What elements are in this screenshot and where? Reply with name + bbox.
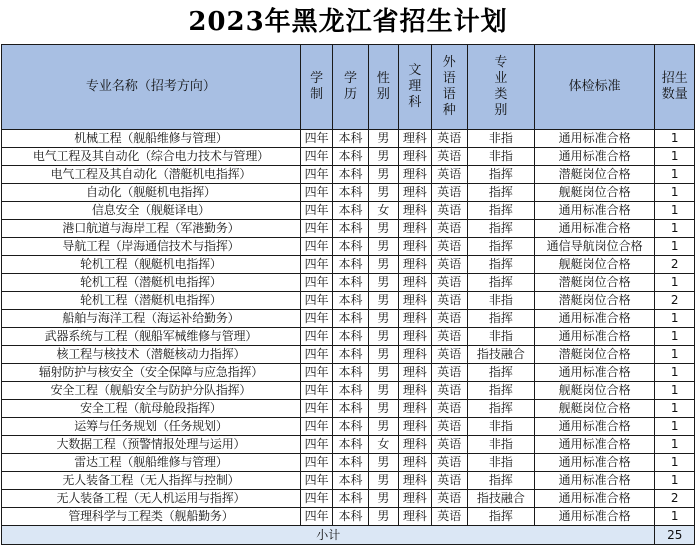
cell-duration: 四年 [300,472,332,490]
cell-gender: 男 [368,454,398,472]
table-row [2,364,695,382]
cell-gender: 男 [368,346,398,364]
cell-language: 英语 [431,220,467,238]
cell-track: 理科 [399,292,431,310]
cell-category: 非指 [468,418,535,436]
table-row [2,148,695,166]
cell-major: 核工程与核技术（潜艇核动力指挥） [2,346,301,364]
cell-category: 指挥 [468,166,535,184]
cell-major: 导航工程（岸海通信技术与指挥） [2,238,301,256]
cell-degree: 本科 [333,508,368,526]
table-row [2,472,695,490]
cell-duration: 四年 [300,400,332,418]
cell-degree: 本科 [333,148,368,166]
cell-degree: 本科 [333,400,368,418]
table-row [2,382,695,400]
cell-category: 指技融合 [468,490,535,508]
cell-category: 非指 [468,292,535,310]
cell-track: 理科 [399,364,431,382]
cell-gender: 男 [368,400,398,418]
cell-duration: 四年 [300,490,332,508]
table-row [2,256,695,274]
cell-major: 武器系统与工程（舰船军械维修与管理） [2,328,301,346]
cell-count: 1 [655,472,695,490]
cell-track: 理科 [399,454,431,472]
header-language: 外语语种 [431,45,467,130]
cell-count: 1 [655,328,695,346]
cell-major: 轮机工程（潜艇机电指挥） [2,292,301,310]
table-row [2,490,695,508]
cell-physical: 通用标准合格 [534,130,655,148]
cell-track: 理科 [399,346,431,364]
cell-degree: 本科 [333,274,368,292]
page-title: 2023年黑龙江省招生计划 [188,7,508,37]
table-row [2,436,695,454]
cell-major: 港口航道与海岸工程（军港勤务） [2,220,301,238]
cell-duration: 四年 [300,184,332,202]
cell-degree: 本科 [333,238,368,256]
cell-physical: 通用标准合格 [534,310,655,328]
cell-duration: 四年 [300,130,332,148]
cell-track: 理科 [399,472,431,490]
cell-gender: 男 [368,418,398,436]
cell-physical: 通用标准合格 [534,148,655,166]
cell-language: 英语 [431,508,467,526]
cell-physical: 通用标准合格 [534,490,655,508]
cell-language: 英语 [431,418,467,436]
cell-track: 理科 [399,328,431,346]
table-footer [2,526,695,545]
cell-language: 英语 [431,256,467,274]
cell-physical: 潜艇岗位合格 [534,274,655,292]
cell-track: 理科 [399,238,431,256]
cell-category: 指挥 [468,256,535,274]
table-row [2,220,695,238]
cell-physical: 通用标准合格 [534,508,655,526]
cell-duration: 四年 [300,220,332,238]
cell-degree: 本科 [333,328,368,346]
cell-count: 1 [655,148,695,166]
table-row [2,202,695,220]
header-track: 文理科 [399,45,431,130]
cell-physical: 通用标准合格 [534,364,655,382]
cell-duration: 四年 [300,148,332,166]
cell-language: 英语 [431,238,467,256]
cell-degree: 本科 [333,454,368,472]
cell-degree: 本科 [333,292,368,310]
cell-duration: 四年 [300,364,332,382]
table-row [2,130,695,148]
cell-duration: 四年 [300,346,332,364]
cell-degree: 本科 [333,130,368,148]
header-physical: 体检标准 [534,45,655,130]
cell-major: 大数据工程（预警情报处理与运用） [2,436,301,454]
cell-gender: 男 [368,166,398,184]
cell-physical: 舰艇岗位合格 [534,184,655,202]
cell-category: 指挥 [468,310,535,328]
cell-track: 理科 [399,508,431,526]
cell-language: 英语 [431,436,467,454]
cell-duration: 四年 [300,274,332,292]
cell-physical: 通用标准合格 [534,472,655,490]
cell-degree: 本科 [333,382,368,400]
cell-count: 1 [655,454,695,472]
cell-count: 1 [655,220,695,238]
cell-track: 理科 [399,202,431,220]
cell-duration: 四年 [300,292,332,310]
cell-degree: 本科 [333,310,368,328]
cell-language: 英语 [431,202,467,220]
cell-gender: 男 [368,256,398,274]
cell-physical: 通用标准合格 [534,220,655,238]
cell-category: 指挥 [468,400,535,418]
cell-track: 理科 [399,166,431,184]
cell-gender: 男 [368,490,398,508]
table-row [2,454,695,472]
table-row [2,274,695,292]
cell-track: 理科 [399,220,431,238]
cell-gender: 男 [368,184,398,202]
table-row [2,346,695,364]
cell-gender: 女 [368,202,398,220]
cell-degree: 本科 [333,472,368,490]
cell-gender: 男 [368,382,398,400]
table-row [2,310,695,328]
cell-track: 理科 [399,274,431,292]
cell-language: 英语 [431,184,467,202]
cell-degree: 本科 [333,166,368,184]
cell-duration: 四年 [300,508,332,526]
cell-count: 1 [655,382,695,400]
table-row [2,184,695,202]
enrollment-table [1,44,695,545]
cell-count: 2 [655,256,695,274]
cell-major: 安全工程（航母舱段指挥） [2,400,301,418]
cell-duration: 四年 [300,202,332,220]
table-row [2,418,695,436]
cell-category: 指挥 [468,472,535,490]
cell-language: 英语 [431,346,467,364]
cell-major: 无人装备工程（无人指挥与控制） [2,472,301,490]
cell-physical: 舰艇岗位合格 [534,382,655,400]
cell-major: 机械工程（舰船维修与管理） [2,130,301,148]
cell-track: 理科 [399,382,431,400]
subtotal-label: 小计 [2,526,655,545]
cell-track: 理科 [399,418,431,436]
cell-duration: 四年 [300,310,332,328]
cell-language: 英语 [431,382,467,400]
cell-count: 1 [655,364,695,382]
cell-degree: 本科 [333,256,368,274]
cell-track: 理科 [399,490,431,508]
cell-category: 非指 [468,328,535,346]
cell-count: 1 [655,130,695,148]
table-row [2,508,695,526]
cell-category: 非指 [468,454,535,472]
cell-language: 英语 [431,472,467,490]
cell-gender: 男 [368,238,398,256]
cell-language: 英语 [431,130,467,148]
cell-gender: 男 [368,148,398,166]
cell-count: 1 [655,508,695,526]
header-major: 专业名称（招考方向） [2,45,301,130]
cell-gender: 男 [368,130,398,148]
cell-language: 英语 [431,292,467,310]
cell-gender: 男 [368,328,398,346]
cell-language: 英语 [431,166,467,184]
cell-language: 英语 [431,310,467,328]
cell-major: 管理科学与工程类（舰船勤务） [2,508,301,526]
header-duration: 学制 [300,45,332,130]
table-row [2,292,695,310]
cell-track: 理科 [399,310,431,328]
cell-physical: 潜艇岗位合格 [534,292,655,310]
cell-count: 1 [655,274,695,292]
cell-duration: 四年 [300,256,332,274]
cell-duration: 四年 [300,238,332,256]
cell-count: 1 [655,418,695,436]
cell-category: 指挥 [468,364,535,382]
cell-track: 理科 [399,436,431,454]
cell-category: 非指 [468,436,535,454]
cell-duration: 四年 [300,328,332,346]
header-count: 招生数量 [655,45,695,130]
table-row [2,238,695,256]
cell-physical: 舰艇岗位合格 [534,400,655,418]
cell-category: 指挥 [468,184,535,202]
cell-count: 1 [655,400,695,418]
cell-count: 1 [655,238,695,256]
cell-count: 2 [655,292,695,310]
header-degree: 学历 [333,45,368,130]
cell-duration: 四年 [300,382,332,400]
subtotal-value: 25 [655,526,695,545]
cell-language: 英语 [431,400,467,418]
table-body [2,130,695,526]
cell-major: 运筹与任务规划（任务规划） [2,418,301,436]
cell-degree: 本科 [333,220,368,238]
cell-gender: 男 [368,292,398,310]
cell-gender: 女 [368,436,398,454]
header-category: 专业类别 [468,45,535,130]
cell-language: 英语 [431,148,467,166]
cell-count: 1 [655,184,695,202]
cell-physical: 通信导航岗位合格 [534,238,655,256]
cell-physical: 通用标准合格 [534,328,655,346]
table-row [2,328,695,346]
cell-category: 非指 [468,130,535,148]
header-gender: 性别 [368,45,398,130]
cell-duration: 四年 [300,454,332,472]
cell-track: 理科 [399,148,431,166]
table-row [2,166,695,184]
cell-major: 轮机工程（舰艇机电指挥） [2,256,301,274]
cell-track: 理科 [399,130,431,148]
cell-category: 指挥 [468,238,535,256]
cell-gender: 男 [368,220,398,238]
cell-count: 1 [655,346,695,364]
cell-language: 英语 [431,328,467,346]
cell-major: 电气工程及其自动化（综合电力技术与管理） [2,148,301,166]
cell-category: 指挥 [468,202,535,220]
cell-gender: 男 [368,364,398,382]
cell-language: 英语 [431,364,467,382]
cell-language: 英语 [431,454,467,472]
cell-degree: 本科 [333,202,368,220]
cell-degree: 本科 [333,418,368,436]
cell-track: 理科 [399,184,431,202]
cell-physical: 舰艇岗位合格 [534,256,655,274]
cell-physical: 通用标准合格 [534,202,655,220]
cell-category: 非指 [468,148,535,166]
cell-duration: 四年 [300,436,332,454]
cell-degree: 本科 [333,364,368,382]
cell-degree: 本科 [333,436,368,454]
cell-physical: 潜艇岗位合格 [534,346,655,364]
cell-gender: 男 [368,472,398,490]
cell-language: 英语 [431,274,467,292]
cell-physical: 通用标准合格 [534,454,655,472]
cell-category: 指技融合 [468,346,535,364]
cell-count: 1 [655,202,695,220]
cell-physical: 通用标准合格 [534,418,655,436]
table-row [2,400,695,418]
cell-major: 安全工程（舰船安全与防护分队指挥） [2,382,301,400]
cell-degree: 本科 [333,184,368,202]
cell-gender: 男 [368,310,398,328]
cell-major: 轮机工程（潜艇机电指挥） [2,274,301,292]
cell-count: 1 [655,166,695,184]
cell-major: 自动化（舰艇机电指挥） [2,184,301,202]
cell-duration: 四年 [300,166,332,184]
cell-gender: 男 [368,508,398,526]
cell-degree: 本科 [333,346,368,364]
cell-category: 指挥 [468,508,535,526]
cell-language: 英语 [431,490,467,508]
cell-category: 指挥 [468,220,535,238]
cell-major: 信息安全（舰艇译电） [2,202,301,220]
cell-physical: 通用标准合格 [534,436,655,454]
cell-major: 无人装备工程（无人机运用与指挥） [2,490,301,508]
cell-major: 船舶与海洋工程（海运补给勤务） [2,310,301,328]
cell-gender: 男 [368,274,398,292]
cell-track: 理科 [399,256,431,274]
cell-major: 电气工程及其自动化（潜艇机电指挥） [2,166,301,184]
cell-major: 雷达工程（舰船维修与管理） [2,454,301,472]
cell-track: 理科 [399,400,431,418]
cell-duration: 四年 [300,418,332,436]
cell-category: 指挥 [468,382,535,400]
cell-count: 1 [655,436,695,454]
cell-count: 2 [655,490,695,508]
cell-category: 指挥 [468,274,535,292]
cell-degree: 本科 [333,490,368,508]
cell-count: 1 [655,310,695,328]
cell-physical: 潜艇岗位合格 [534,166,655,184]
cell-major: 辐射防护与核安全（安全保障与应急指挥） [2,364,301,382]
table-header [2,45,695,130]
